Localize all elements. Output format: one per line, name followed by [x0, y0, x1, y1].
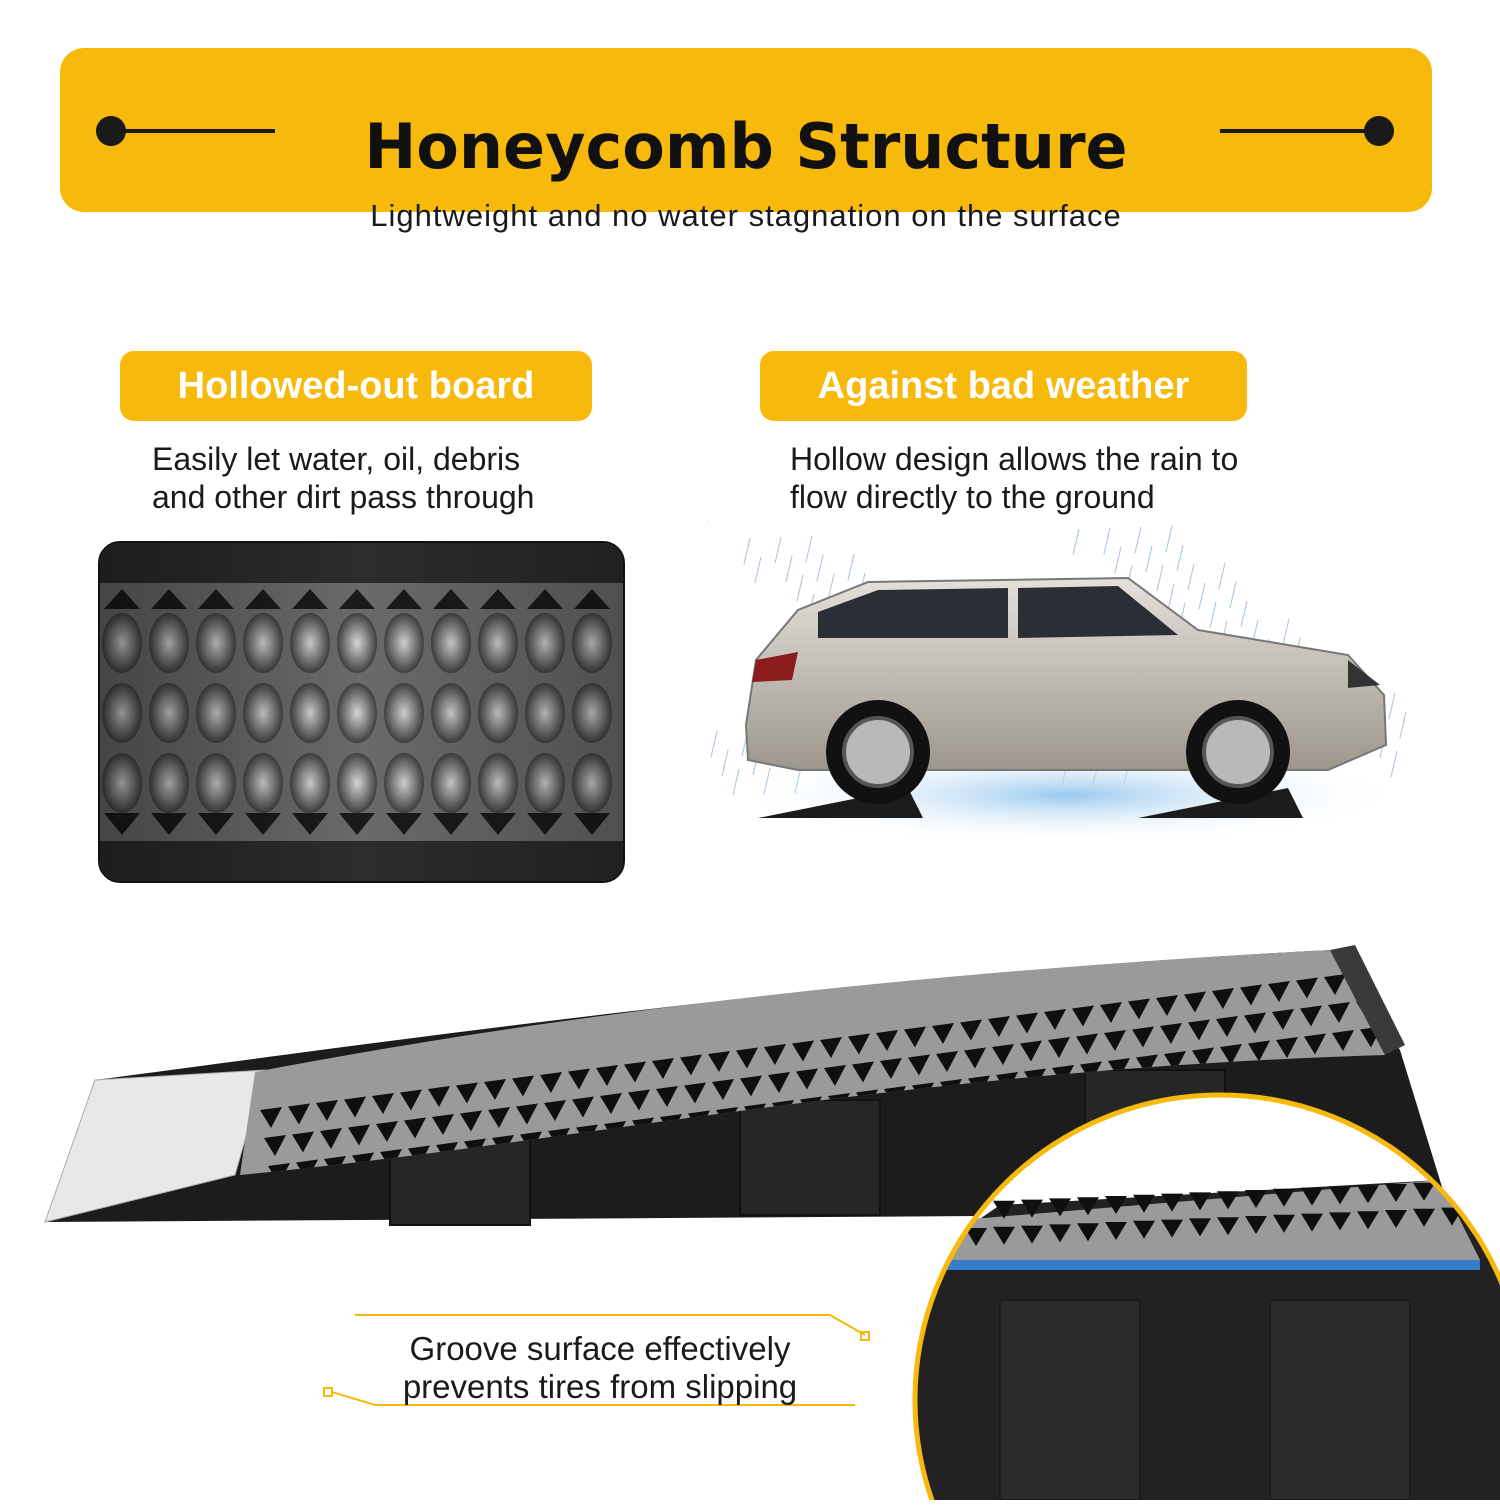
feature-label-weather: Against bad weather [760, 351, 1247, 421]
right-line-decoration [1220, 129, 1380, 133]
page-subtitle: Lightweight and no water stagnation on the surface [370, 198, 1122, 233]
feature-label-hollowed: Hollowed-out board [120, 351, 592, 421]
left-line-decoration [110, 129, 275, 133]
feature-description-hollowed: Easily let water, oil, debris and other dirt pass through [152, 441, 535, 515]
hollow-board-image [98, 541, 625, 883]
feature-description-weather: Hollow design allows the rain to flow directly to the ground [790, 441, 1239, 515]
page-title: Honeycomb Structure [364, 110, 1128, 183]
right-dot-decoration [1364, 116, 1394, 146]
groove-callout: Groove surface effectively prevents tires from slipping [402, 1330, 798, 1405]
car-on-ramps-image [708, 520, 1408, 850]
